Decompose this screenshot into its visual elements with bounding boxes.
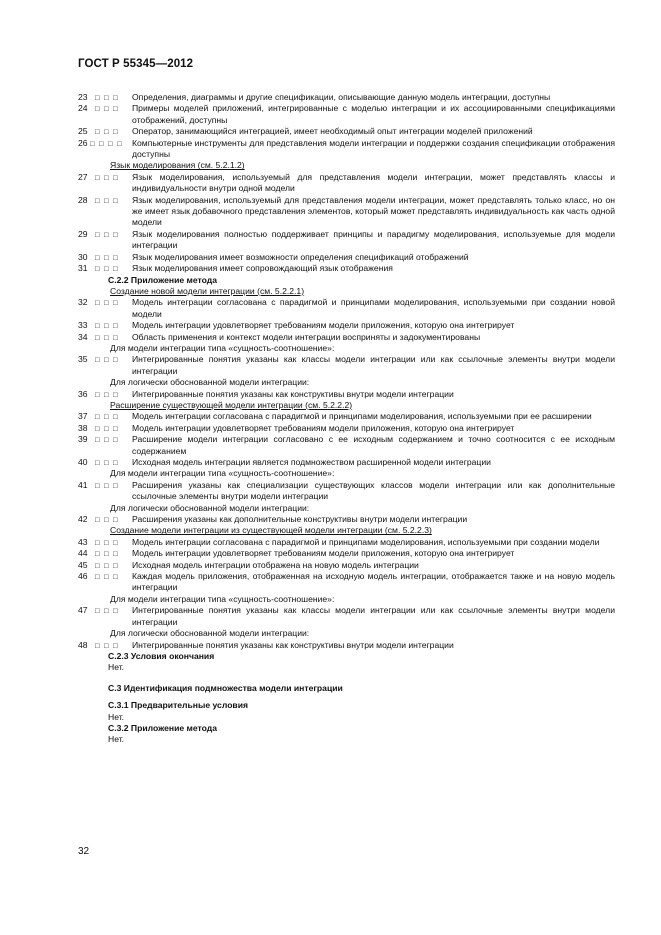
item-number: 40 (78, 457, 88, 467)
item-number: 44 (78, 548, 88, 559)
model-type-label: Для логически обоснованной модели интеграции: (110, 628, 310, 639)
checklist-item (78, 537, 615, 548)
item-number: 26 (78, 137, 88, 148)
item-number: 31 (78, 263, 88, 274)
section-heading: С.3.2 Приложение метода (108, 722, 218, 733)
checkbox-group-icon: □ □ □ (95, 606, 119, 616)
item-number: 23 (78, 92, 88, 102)
item-number: 28 (78, 194, 88, 205)
spacer (78, 674, 615, 683)
item-number: 29 (78, 228, 88, 239)
checkbox-group-icon: □ □ □ (95, 252, 119, 262)
checkbox-group-icon: □ □ □ (95, 515, 119, 525)
item-text: Язык моделирования, используемый для представления модели интеграции, может представлять классы и индивидуальности внутри одной модели (132, 171, 615, 194)
item-number: 33 (78, 320, 88, 331)
item-number: 38 (78, 422, 88, 433)
checkbox-group-icon: □ □ □ (95, 298, 119, 308)
item-text: Область применения и контекст модели интеграции восприняты и задокументированы (132, 331, 481, 342)
section-heading: С.3.1 Предварительные условия (108, 700, 249, 711)
item-number: 45 (78, 559, 88, 570)
checkbox-group-icon: □ □ □ (95, 560, 119, 570)
item-text: Модель интеграции удовлетворяет требованиям модели приложения, которую она интегрирует (132, 548, 515, 559)
checklist-item (78, 195, 615, 229)
item-number: 43 (78, 536, 88, 547)
item-number: 46 (78, 571, 88, 582)
checklist-item (78, 571, 615, 594)
item-text: Расширение модели интеграции согласовано с ее исходным содержанием и точно соотносится с ее исходным содержанием (132, 434, 615, 456)
document-header: ГОСТ Р 55345—2012 (78, 58, 194, 70)
checklist-item (78, 548, 615, 559)
item-text: Модель интеграции удовлетворяет требованиям модели приложения, которую она интегрирует (132, 320, 515, 331)
checklist-content (78, 92, 615, 746)
item-number: 32 (78, 297, 88, 308)
model-type-label: Для логически обоснованной модели интеграции: (110, 377, 310, 388)
paragraph-text: Нет. (108, 711, 125, 722)
checklist-item (78, 229, 615, 252)
item-number: 41 (78, 479, 88, 490)
checkbox-group-icon: □ □ □ (95, 229, 119, 239)
section-heading: С.2.3 Условия окончания (108, 650, 215, 661)
paragraph-text: Нет. (108, 734, 125, 745)
checkbox-group-icon: □ □ □ (95, 480, 119, 490)
item-number: 30 (78, 251, 88, 262)
checklist-item (78, 457, 615, 468)
item-text: Интегрированные понятия указаны как конструктивы внутри модели интеграции (132, 388, 454, 399)
item-text: Интегрированные понятия указаны как конструктивы внутри модели интеграции (132, 639, 454, 650)
subsection-heading (78, 525, 615, 536)
item-number: 34 (78, 331, 88, 342)
checkbox-group-icon: □ □ □ □ (90, 138, 123, 148)
item-text: Модель интеграции удовлетворяет требованиям модели приложения, которую она интегрирует (132, 422, 515, 433)
item-number: 35 (78, 354, 88, 365)
checklist-item (78, 126, 615, 137)
item-text: Язык моделирования имеет сопровождающий язык отображения (132, 263, 393, 274)
subsection-heading-text: Язык моделирования (см. 5.2.1.2) (110, 160, 245, 171)
checklist-item (78, 263, 615, 274)
checkbox-group-icon: □ □ □ (95, 537, 119, 547)
section-heading: С.3 Идентификация подмножества модели интеграции (108, 682, 343, 693)
subsection-heading (78, 400, 615, 411)
checklist-item (78, 605, 615, 628)
page-number: 32 (78, 846, 90, 857)
checklist-item (78, 514, 615, 525)
item-text: Каждая модель приложения, отображенная на исходную модель интеграции, отображается также и на новую модель интеграции (132, 571, 615, 593)
item-number: 27 (78, 171, 88, 182)
checklist-item (78, 172, 615, 195)
item-text: Интегрированные понятия указаны как классы модели интеграции или как ссылочные элементы внутри модели интеграции (132, 605, 615, 627)
item-text: Модель интеграции согласована с парадигмой и принципами моделирования, используемыми при создании новой модели (132, 297, 615, 319)
checkbox-group-icon: □ □ □ (95, 458, 119, 467)
checklist-item (78, 389, 615, 400)
checkbox-group-icon: □ □ □ (95, 321, 119, 331)
checklist-item (78, 92, 615, 103)
checklist-item (78, 640, 615, 651)
model-type-label: Для логически обоснованной модели интеграции: (110, 502, 310, 513)
item-number: 25 (78, 126, 88, 137)
subsection-heading-text: Создание новой модели интеграции (см. 5.2.2.1) (110, 285, 305, 296)
item-text: Язык моделирования полностью поддерживает принципы и парадигму моделирования, используемые для модели интеграции (132, 228, 615, 251)
checklist-item (78, 423, 615, 434)
checkbox-group-icon: □ □ □ (95, 93, 119, 102)
item-text: Расширения указаны как специализации существующих классов модели интеграции или как дополнительные ссылочные элементы внутри модели интеграции (132, 479, 615, 502)
checklist-item (78, 103, 615, 126)
checkbox-group-icon: □ □ □ (95, 640, 119, 650)
checklist-item (78, 297, 615, 320)
checkbox-group-icon: □ □ □ (95, 127, 119, 137)
checklist-item (78, 138, 615, 161)
checkbox-group-icon: □ □ □ (95, 195, 119, 205)
item-number: 24 (78, 103, 88, 114)
checklist-item (78, 434, 615, 457)
model-type-label: Для модели интеграции типа «сущность-соотношение»: (110, 342, 335, 353)
item-number: 37 (78, 411, 88, 422)
checkbox-group-icon: □ □ □ (95, 172, 119, 182)
checkbox-group-icon: □ □ □ (95, 549, 119, 559)
item-text: Язык моделирования имеет возможности определения спецификаций отображений (132, 251, 469, 262)
checkbox-group-icon: □ □ □ (95, 572, 119, 582)
checklist-item (78, 411, 615, 422)
model-type-label: Для модели интеграции типа «сущность-соотношение»: (110, 468, 335, 479)
checkbox-group-icon: □ □ □ (95, 389, 119, 399)
checklist-item (78, 332, 615, 343)
checkbox-group-icon: □ □ □ (95, 435, 119, 445)
item-number: 39 (78, 434, 88, 445)
checkbox-group-icon: □ □ □ (95, 412, 119, 422)
checkbox-group-icon: □ □ □ (95, 104, 119, 114)
checklist-item (78, 354, 615, 377)
item-text: Модель интеграции согласована с парадигмой и принципами моделирования, используемыми при ее расширении (132, 411, 592, 422)
subsection-heading-text: Создание модели интеграции из существующей модели интеграции (см. 5.2.2.3) (110, 525, 432, 536)
checklist-item (78, 480, 615, 503)
checkbox-group-icon: □ □ □ (95, 332, 119, 342)
subsection-heading-text: Расширение существующей модели интеграции (см. 5.2.2.2) (110, 399, 353, 410)
item-text: Примеры моделей приложений, интегрированные с моделью интеграции и их ассоциированными спецификациями отображений, доступны (132, 103, 615, 125)
item-text: Определения, диаграммы и другие спецификации, описывающие данную модель интеграции, доступны (132, 92, 551, 102)
item-number: 36 (78, 388, 88, 399)
model-type-label: Для модели интеграции типа «сущность-соотношение»: (110, 593, 335, 604)
checklist-item (78, 320, 615, 331)
item-number: 48 (78, 639, 88, 650)
item-number: 42 (78, 514, 88, 525)
subsection-heading (78, 286, 615, 297)
section-heading: С.2.2 Приложение метода (108, 274, 218, 285)
item-number: 47 (78, 605, 88, 616)
paragraph-text: Нет. (108, 662, 125, 673)
item-text: Исходная модель интеграции отображена на новую модель интеграции (132, 559, 419, 570)
checkbox-group-icon: □ □ □ (95, 355, 119, 365)
checkbox-group-icon: □ □ □ (95, 264, 119, 274)
checklist-item (78, 560, 615, 571)
subsection-heading (78, 160, 615, 171)
item-text: Исходная модель интеграции является подмножеством расширенной модели интеграции (132, 457, 491, 467)
item-text: Оператор, занимающийся интеграцией, имеет необходимый опыт интеграции моделей приложений (132, 126, 533, 137)
checkbox-group-icon: □ □ □ (95, 423, 119, 433)
item-text: Интегрированные понятия указаны как классы модели интеграции или как ссылочные элементы внутри модели интеграции (132, 354, 615, 376)
item-text: Компьютерные инструменты для представления модели интеграции и поддержки создания спецификации отображения доступны (132, 137, 615, 160)
item-text: Расширения указаны как дополнительные конструктивы внутри модели интеграции (132, 514, 468, 525)
item-text: Модель интеграции согласована с парадигмой и принципами моделирования, используемыми при создании модели (132, 536, 600, 547)
item-text: Язык моделирования, используемый для представления модели интеграции, может представлять только класс, но он же имеет язык добавочного представления элементов, который может представлять индивидуальность как часть одной модели (132, 194, 615, 228)
checklist-item (78, 252, 615, 263)
